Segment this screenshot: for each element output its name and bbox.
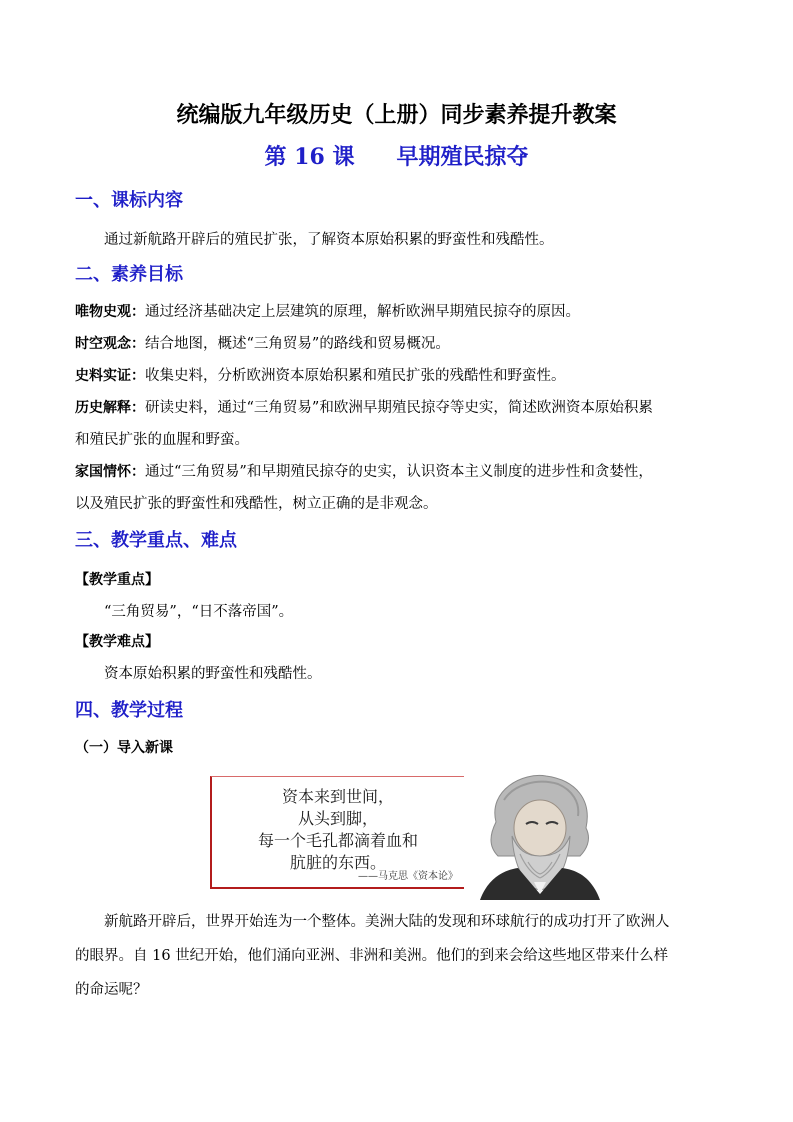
marx-portrait-image xyxy=(468,770,608,900)
quote-line: 肮脏的东西。 xyxy=(289,853,386,872)
objective-text: 通过“三角贸易”和早期殖民掠夺的史实，认识资本主义制度的进步性和贪婪性， xyxy=(145,464,653,480)
objective-label: 唯物史观： xyxy=(75,304,145,320)
section-heading-key-points: 三、教学重点、难点 xyxy=(75,530,237,551)
intro-paragraph-line: 新航路开辟后，世界开始连为一个整体。美洲大陆的发现和环球航行的成功打开了欧洲人 xyxy=(104,914,670,930)
marx-quote-image xyxy=(210,776,464,889)
objective-item xyxy=(75,366,725,386)
objective-item xyxy=(75,398,725,418)
objective-text: 研读史料，通过“三角贸易”和欧洲早期殖民掠夺等史实，简述欧洲资本原始积累 xyxy=(145,400,653,416)
quote-line: 每一个毛孔都滴着血和 xyxy=(257,831,418,850)
lesson-name: 早期殖民掠夺 xyxy=(396,144,529,170)
intro-paragraph-line: 的命运呢？ xyxy=(75,982,148,998)
objective-label: 史料实证： xyxy=(75,368,145,384)
section-heading-process: 四、教学过程 xyxy=(75,700,183,721)
objective-label: 家国情怀： xyxy=(75,464,145,480)
objective-label: 历史解释： xyxy=(75,400,145,416)
difficulty-text: 资本原始积累的野蛮性和残酷性。 xyxy=(104,666,322,682)
lesson-number: 第 16 课 xyxy=(264,144,355,170)
section-heading-objectives: 二、素养目标 xyxy=(75,264,183,285)
objective-item xyxy=(75,302,725,322)
section-heading-curriculum: 一、课标内容 xyxy=(75,190,183,211)
objective-text-continued: 和殖民扩张的血腥和野蛮。 xyxy=(75,432,249,448)
quote-attribution: ——马克思《资本论》 xyxy=(358,871,458,882)
document-title: 统编版九年级历史（上册）同步素养提升教案 xyxy=(176,102,617,128)
difficulty-label: 【教学难点】 xyxy=(75,634,159,650)
objective-label: 时空观念： xyxy=(75,336,145,352)
key-points-label: 【教学重点】 xyxy=(75,572,159,588)
intro-paragraph-line: 的眼界。自 16 世纪开始，他们涌向亚洲、非洲和美洲。他们的到来会给这些地区带来什么样 xyxy=(75,948,669,964)
objective-text: 通过经济基础决定上层建筑的原理，解析欧洲早期殖民掠夺的原因。 xyxy=(145,304,580,320)
sub-heading-introduction: （一）导入新课 xyxy=(75,740,173,756)
key-points-text: “三角贸易”，“日不落帝国”。 xyxy=(104,604,294,620)
objective-text: 结合地图，概述“三角贸易”的路线和贸易概况。 xyxy=(145,336,450,352)
quote-line: 资本来到世间， xyxy=(281,787,394,806)
objective-text-continued: 以及殖民扩张的野蛮性和残酷性，树立正确的是非观念。 xyxy=(75,496,438,512)
quote-line: 从头到脚， xyxy=(297,809,378,828)
lesson-title xyxy=(0,142,793,172)
curriculum-text: 通过新航路开辟后的殖民扩张，了解资本原始积累的野蛮性和残酷性。 xyxy=(104,232,554,248)
objective-text: 收集史料，分析欧洲资本原始积累和殖民扩张的残酷性和野蛮性。 xyxy=(145,368,566,384)
objective-item xyxy=(75,334,725,354)
objective-item xyxy=(75,462,725,482)
